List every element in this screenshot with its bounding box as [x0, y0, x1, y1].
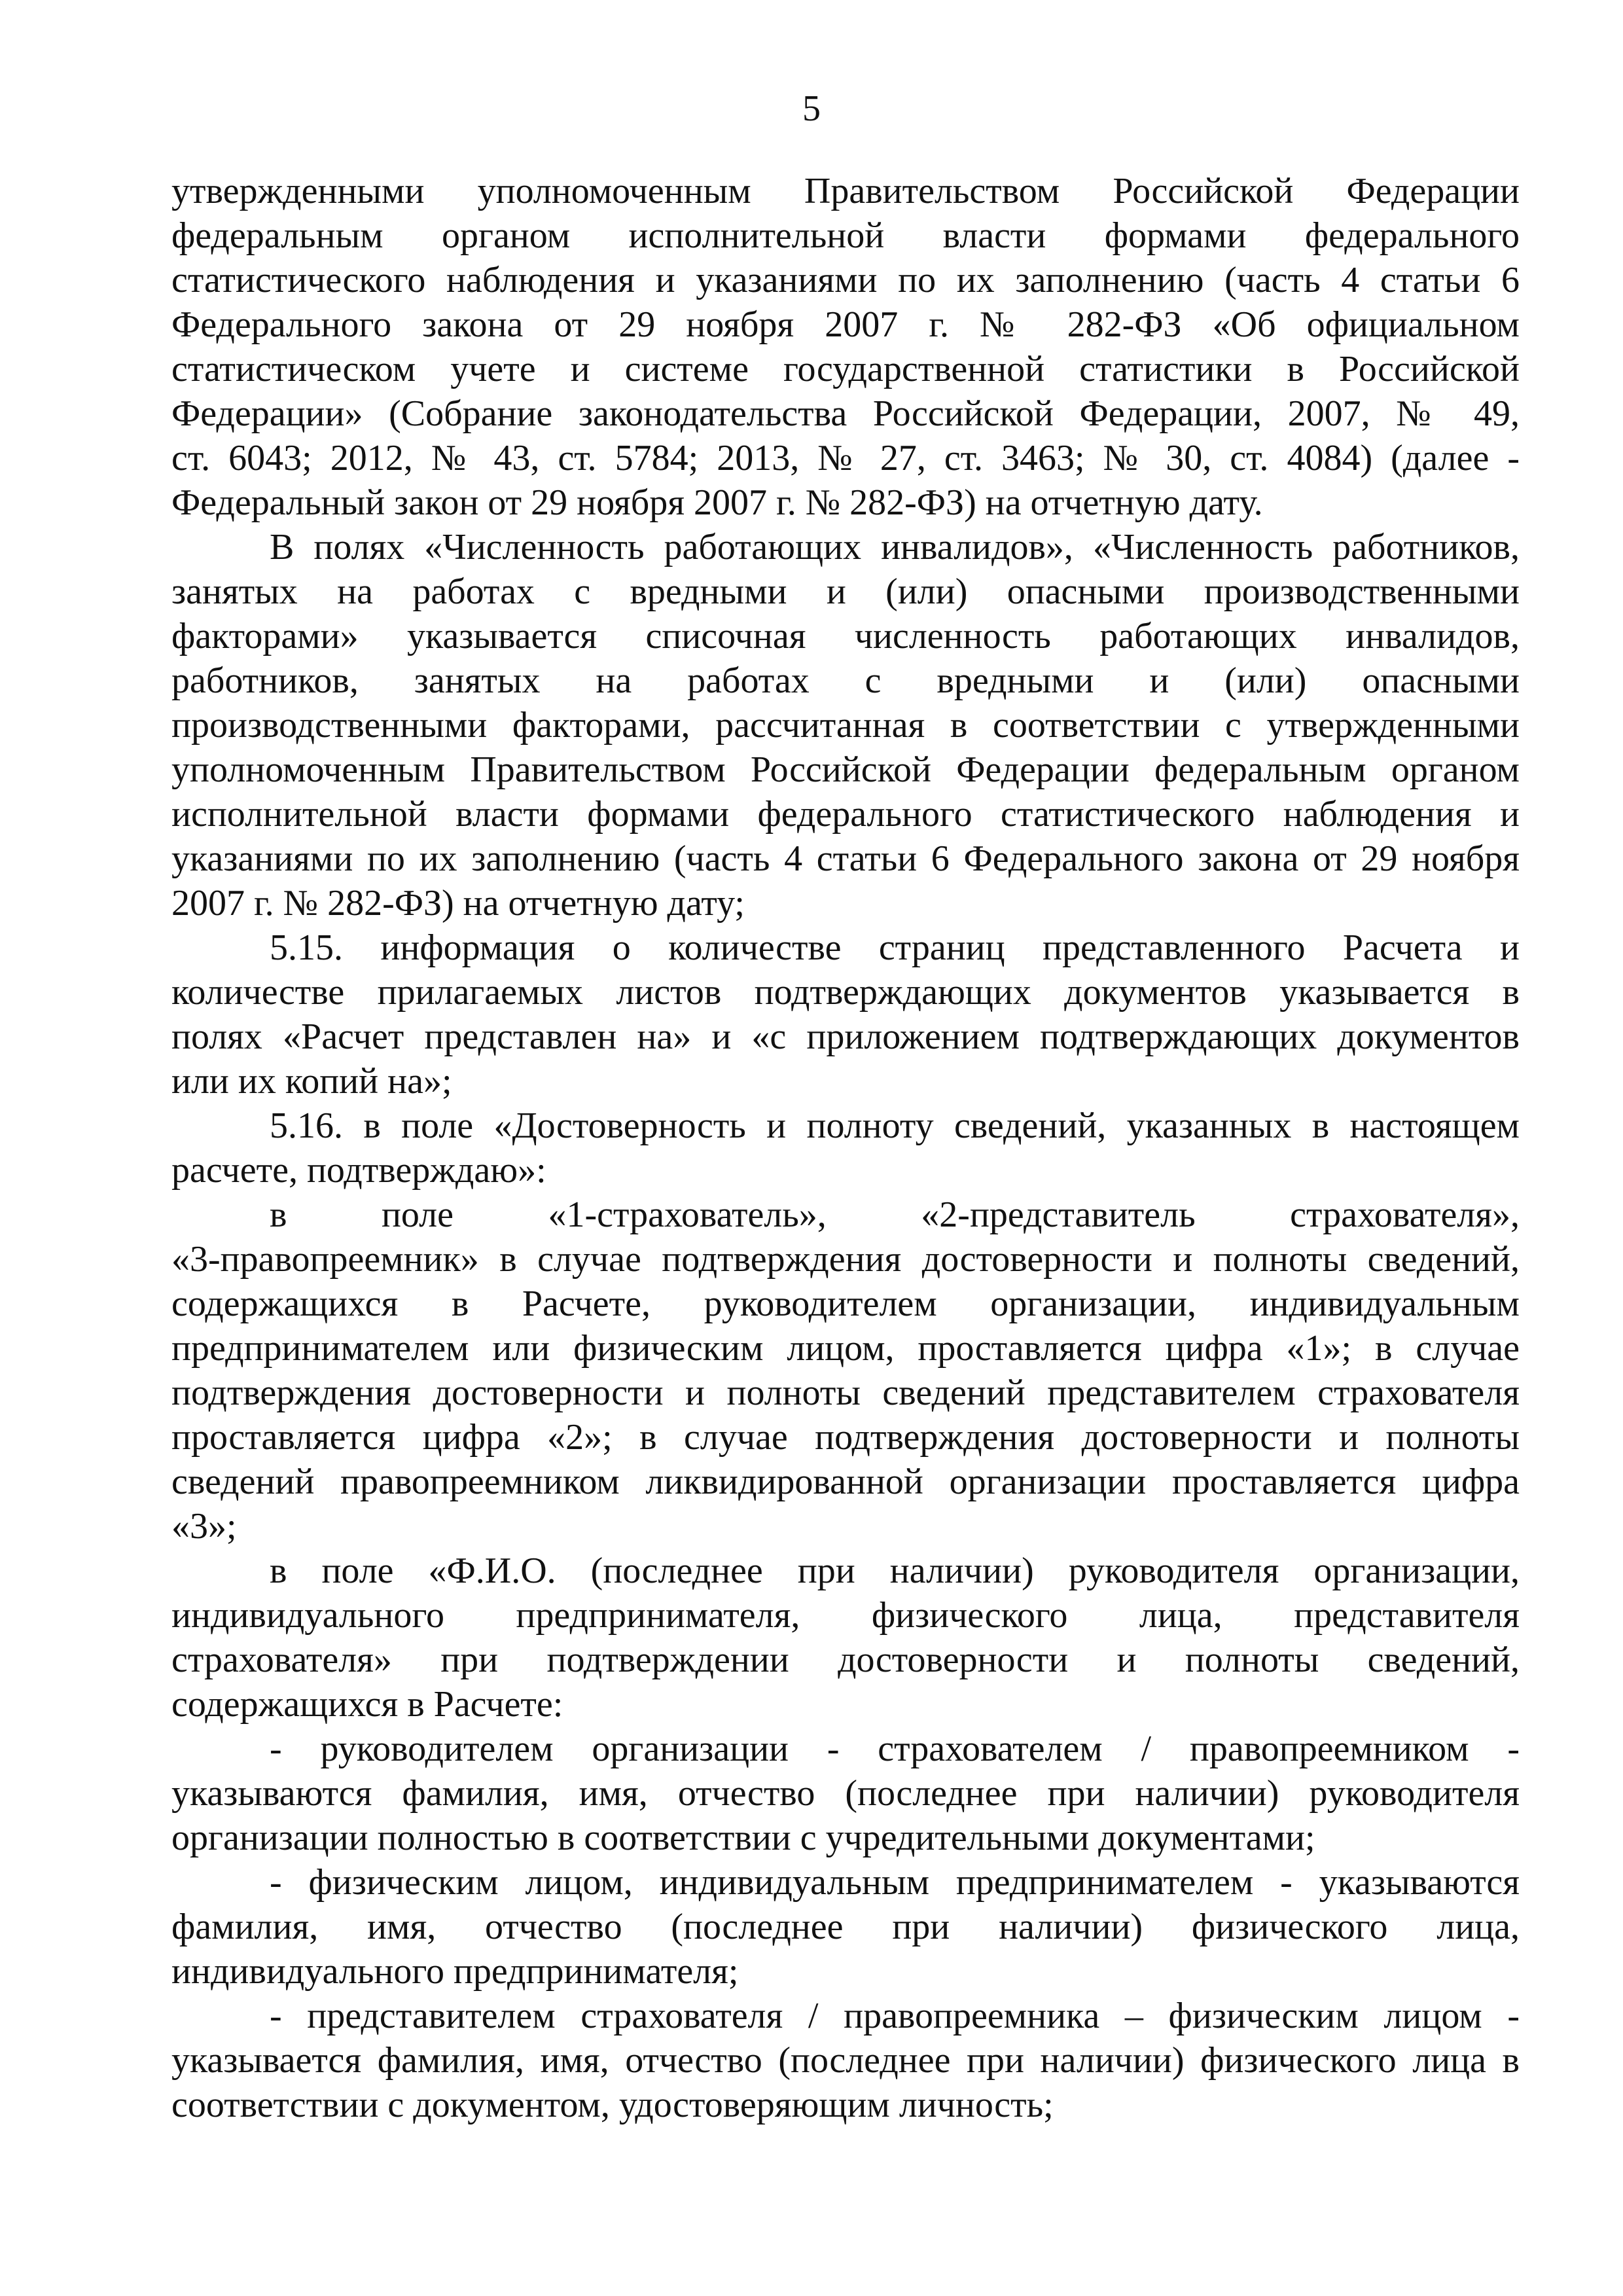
text-line: 2007 г. № 282-ФЗ) на отчетную дату;	[171, 883, 745, 924]
text-line: проставляется цифра «2»; в случае подтверждения достоверности и полноты	[171, 1417, 1520, 1458]
text-line: Федерации» (Собрание законодательства Российской Федерации, 2007, № 49,	[171, 393, 1520, 434]
text-line: производственными факторами, рассчитанная в соответствии с утвержденными	[171, 705, 1520, 745]
text-line: или их копий на»;	[171, 1061, 452, 1102]
text-line: фамилия, имя, отчество (последнее при наличии) физического лица,	[171, 1907, 1520, 1947]
text-line: «3-правопреемник» в случае подтверждения достоверности и полноты сведений,	[171, 1239, 1520, 1280]
text-line: индивидуального предпринимателя;	[171, 1951, 739, 1992]
text-line: факторами» указывается списочная численность работающих инвалидов,	[171, 616, 1520, 656]
text-line: статистического наблюдения и указаниями по их заполнению (часть 4 статьи 6	[171, 260, 1520, 300]
text-line: Федерального закона от 29 ноября 2007 г. № 282-ФЗ «Об официальном	[171, 304, 1520, 345]
text-line: содержащихся в Расчете, руководителем организации, индивидуальным	[171, 1283, 1520, 1324]
document-body	[171, 169, 1520, 2127]
text-line: соответствии с документом, удостоверяющим личность;	[171, 2085, 1054, 2125]
text-line: организации полностью в соответствии с учредительными документами;	[171, 1818, 1315, 1858]
paragraph-first-line: в поле «1-страхователь», «2-представитель страхователя»,	[270, 1194, 1520, 1235]
paragraph-first-line: 5.16. в поле «Достоверность и полноту сведений, указанных в настоящем	[270, 1105, 1520, 1146]
text-line: количестве прилагаемых листов подтверждающих документов указывается в	[171, 972, 1520, 1013]
text-line: указываются фамилия, имя, отчество (последнее при наличии) руководителя	[171, 1773, 1520, 1814]
text-line: полях «Расчет представлен на» и «с приложением подтверждающих документов	[171, 1016, 1520, 1057]
paragraph-first-line: - представителем страхователя / правопреемника – физическим лицом -	[270, 1996, 1520, 2036]
text-line: уполномоченным Правительством Российской Федерации федеральным органом	[171, 749, 1520, 790]
text-line: подтверждения достоверности и полноты сведений представителем страхователя	[171, 1372, 1520, 1413]
text-line: федеральным органом исполнительной власти формами федерального	[171, 215, 1520, 256]
text-line: статистическом учете и системе государственной статистики в Российской	[171, 349, 1520, 389]
text-line: работников, занятых на работах с вредными и (или) опасными	[171, 660, 1520, 701]
text-line: страхователя» при подтверждении достоверности и полноты сведений,	[171, 1640, 1520, 1680]
paragraph-first-line: в поле «Ф.И.О. (последнее при наличии) руководителя организации,	[270, 1551, 1520, 1591]
text-line: расчете, подтверждаю»:	[171, 1150, 546, 1191]
text-line: указывается фамилия, имя, отчество (последнее при наличии) физического лица в	[171, 2040, 1520, 2081]
paragraph-first-line: - руководителем организации - страхователем / правопреемником -	[270, 1729, 1520, 1769]
text-line: утвержденными уполномоченным Правительством Российской Федерации	[171, 171, 1520, 211]
page-number: 5	[802, 88, 821, 129]
text-line: «3»;	[171, 1506, 237, 1547]
text-line: указаниями по их заполнению (часть 4 статьи 6 Федерального закона от 29 ноября	[171, 838, 1520, 879]
text-line: Федеральный закон от 29 ноября 2007 г. № 282-ФЗ) на отчетную дату.	[171, 482, 1263, 523]
paragraph-first-line: - физическим лицом, индивидуальным предпринимателем - указываются	[270, 1862, 1520, 1903]
paragraph-first-line: 5.15. информация о количестве страниц представленного Расчета и	[270, 927, 1520, 968]
paragraph-first-line: В полях «Численность работающих инвалидов», «Численность работников,	[270, 527, 1520, 567]
text-line: занятых на работах с вредными и (или) опасными производственными	[171, 571, 1520, 612]
text-line: индивидуального предпринимателя, физического лица, представителя	[171, 1595, 1520, 1636]
text-line: исполнительной власти формами федерального статистического наблюдения и	[171, 794, 1520, 834]
text-line: предпринимателем или физическим лицом, проставляется цифра «1»; в случае	[171, 1328, 1520, 1369]
text-line: сведений правопреемником ликвидированной организации проставляется цифра	[171, 1462, 1520, 1502]
text-line: содержащихся в Расчете:	[171, 1684, 563, 1725]
text-line: ст. 6043; 2012, № 43, ст. 5784; 2013, № 27, ст. 3463; № 30, ст. 4084) (далее -	[171, 438, 1520, 478]
